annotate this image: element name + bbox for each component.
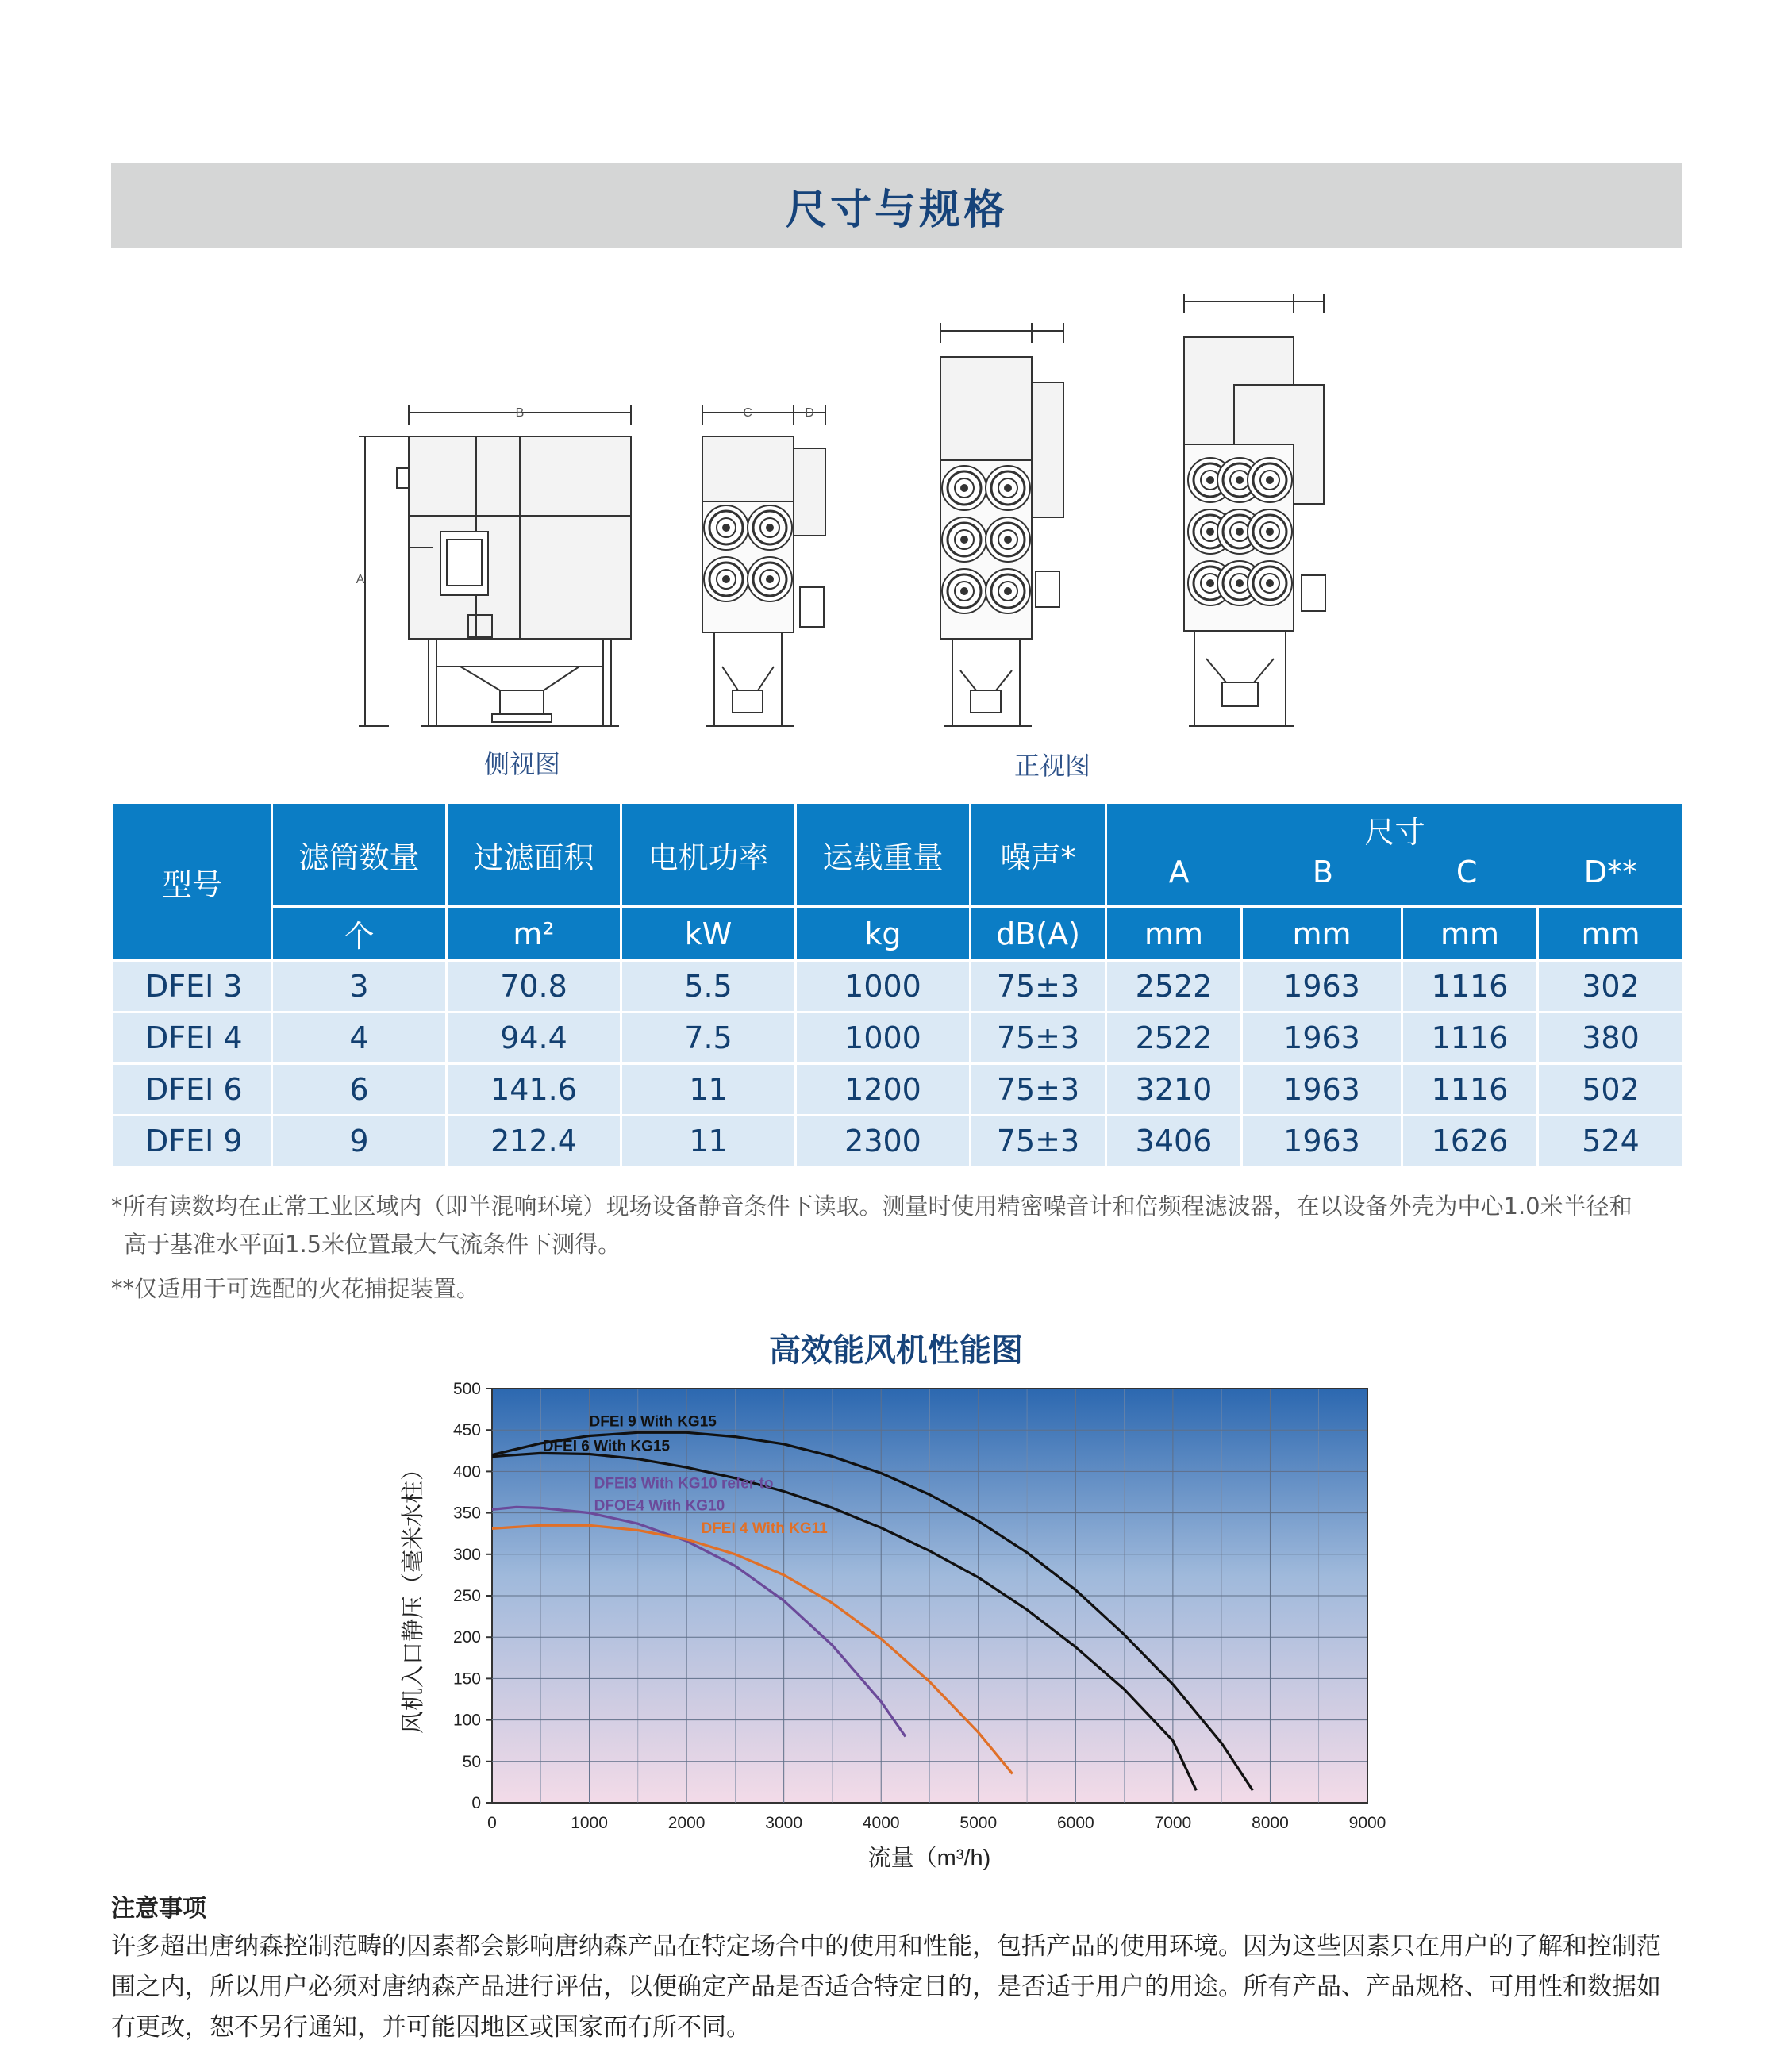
cell-dim-c: 1116	[1402, 1064, 1538, 1116]
cell-dim-d: 380	[1538, 1012, 1684, 1064]
cell-count: 4	[272, 1012, 447, 1064]
x-tick-label: 8000	[1252, 1814, 1289, 1832]
unit-dim-a: mm	[1106, 907, 1242, 961]
footnote-noise-line2: 高于基准水平面1.5米位置最大气流条件下测得。	[124, 1231, 621, 1258]
cell-dim-c: 1626	[1402, 1116, 1538, 1167]
header-dim-b: B	[1312, 855, 1333, 890]
cell-power: 7.5	[621, 1012, 796, 1064]
side-view-label: 侧视图	[484, 749, 561, 779]
dim-a-label: A	[356, 573, 365, 586]
table-row	[113, 1116, 1684, 1167]
cell-noise: 75±3	[971, 1064, 1106, 1116]
y-tick-label: 300	[452, 1545, 481, 1564]
page-title: 尺寸与规格	[785, 186, 1008, 234]
cell-area: 70.8	[447, 961, 621, 1012]
x-tick-label: 4000	[862, 1814, 900, 1832]
cell-model: DFEI 4	[113, 1012, 272, 1064]
page-title-bar	[111, 163, 1682, 248]
cell-dim-b: 1963	[1242, 1012, 1402, 1064]
cell-dim-b: 1963	[1242, 1116, 1402, 1167]
y-tick-label: 450	[452, 1421, 481, 1440]
x-tick-label: 2000	[667, 1814, 706, 1832]
y-tick-label: 100	[452, 1711, 481, 1730]
header-dim-a: A	[1168, 855, 1190, 890]
cell-dim-a: 3406	[1106, 1116, 1242, 1167]
x-tick-label: 9000	[1348, 1814, 1386, 1832]
cell-model: DFEI 6	[113, 1064, 272, 1116]
cell-weight: 2300	[796, 1116, 971, 1167]
dim-c-label: C	[743, 406, 752, 420]
cell-dim-a: 2522	[1106, 961, 1242, 1012]
cell-area: 94.4	[447, 1012, 621, 1064]
header-filter-area: 过滤面积	[447, 803, 621, 907]
y-tick-label: 0	[471, 1794, 481, 1812]
cell-dim-a: 2522	[1106, 1012, 1242, 1064]
x-tick-label: 7000	[1154, 1814, 1192, 1832]
notice-title: 注意事项	[111, 1895, 206, 1923]
chart-title: 高效能风机性能图	[769, 1332, 1023, 1369]
header-model: 型号	[113, 803, 272, 961]
cell-noise: 75±3	[971, 1116, 1106, 1167]
dimension-drawings	[341, 294, 1452, 786]
header-dimensions-label: 尺寸	[1364, 814, 1425, 850]
header-shipping-weight: 运载重量	[796, 803, 971, 907]
header-motor-power: 电机功率	[621, 803, 796, 907]
cell-dim-c: 1116	[1402, 1012, 1538, 1064]
cell-dim-d: 302	[1538, 961, 1684, 1012]
cell-dim-b: 1963	[1242, 961, 1402, 1012]
table-row	[113, 961, 1684, 1012]
unit-dim-d: mm	[1538, 907, 1684, 961]
y-tick-label: 50	[462, 1752, 481, 1771]
cell-power: 5.5	[621, 961, 796, 1012]
header-filter-count: 滤筒数量	[272, 803, 447, 907]
cell-dim-b: 1963	[1242, 1064, 1402, 1116]
x-tick-label: 6000	[1056, 1814, 1094, 1832]
series-label: DFEI 9 With KG15	[589, 1413, 717, 1431]
x-tick-label: 1000	[571, 1814, 608, 1832]
table-row	[113, 1064, 1684, 1116]
y-tick-label: 150	[452, 1670, 481, 1689]
cell-dim-a: 3210	[1106, 1064, 1242, 1116]
cell-model: DFEI 3	[113, 961, 272, 1012]
series-label: DFEI 4 With KG11	[701, 1520, 828, 1538]
y-tick-label: 500	[452, 1380, 481, 1398]
notice-body: 许多超出唐纳森控制范畴的因素都会影响唐纳森产品在特定场合中的使用和性能，包括产品的使用环境。因为这些因素只在用户的了解和控制范围之内，所以用户必须对唐纳森产品进行评估，以便确定产品是否适合特定目的，是否适于用户的用途。所有产品、产品规格、可用性和数据如有更改，恕不另行通知，并可能因地区或国家而有所不同。	[111, 1932, 1661, 2042]
cell-count: 3	[272, 961, 447, 1012]
footnote-noise	[111, 1187, 1632, 1263]
y-tick-label: 200	[452, 1628, 481, 1647]
cell-count: 9	[272, 1116, 447, 1167]
cell-power: 11	[621, 1064, 796, 1116]
dim-b-label: B	[515, 406, 525, 420]
header-dim-c: C	[1456, 855, 1478, 890]
unit-filter-area: m²	[447, 907, 621, 961]
cell-dim-d: 502	[1538, 1064, 1684, 1116]
chart-y-axis-label: 风机入口静压（毫米水柱）	[401, 1457, 426, 1735]
x-tick-label: 0	[487, 1814, 497, 1832]
y-tick-label: 350	[452, 1504, 481, 1523]
series-label: DFEI 6 With KG15	[542, 1438, 671, 1455]
y-tick-label: 250	[452, 1587, 481, 1605]
cell-noise: 75±3	[971, 961, 1106, 1012]
cell-model: DFEI 9	[113, 1116, 272, 1167]
header-dim-d: D**	[1583, 855, 1637, 890]
front-view-label: 正视图	[1014, 751, 1091, 781]
cell-area: 141.6	[447, 1064, 621, 1116]
cell-dim-d: 524	[1538, 1116, 1684, 1167]
cell-dim-c: 1116	[1402, 961, 1538, 1012]
unit-shipping-weight: kg	[796, 907, 971, 961]
cell-weight: 1200	[796, 1064, 971, 1116]
table-row	[113, 1012, 1684, 1064]
chart-x-axis-label: 流量（m³/h)	[867, 1846, 991, 1871]
x-tick-label: 5000	[959, 1814, 998, 1832]
side-view-drawing	[359, 405, 631, 726]
header-dimensions	[1106, 803, 1684, 907]
cell-weight: 1000	[796, 1012, 971, 1064]
unit-noise: dB(A)	[971, 907, 1106, 961]
cell-noise: 75±3	[971, 1012, 1106, 1064]
header-noise: 噪声*	[971, 803, 1106, 907]
unit-dim-b: mm	[1242, 907, 1402, 961]
unit-motor-power: kW	[621, 907, 796, 961]
dim-d-label: D	[805, 406, 814, 420]
series-label: DFEI3 With KG10 refer to DFOE4 With KG10	[594, 1475, 774, 1515]
unit-dim-c: mm	[1402, 907, 1538, 961]
cell-power: 11	[621, 1116, 796, 1167]
unit-filter-count: 个	[272, 907, 447, 961]
fan-performance-chart	[389, 1377, 1421, 1877]
footnote-spark: **仅适用于可选配的火花捕捉装置。	[111, 1275, 480, 1302]
footnote-noise-line1: *所有读数均在正常工业区域内（即半混响环境）现场设备静音条件下读取。测量时使用精密噪音计和倍频程滤波器，在以设备外壳为中心1.0米半径和	[111, 1193, 1632, 1220]
x-tick-label: 3000	[765, 1814, 803, 1832]
y-tick-label: 400	[452, 1462, 481, 1481]
cell-count: 6	[272, 1064, 447, 1116]
cell-area: 212.4	[447, 1116, 621, 1167]
cell-weight: 1000	[796, 961, 971, 1012]
spec-table	[111, 801, 1685, 1168]
